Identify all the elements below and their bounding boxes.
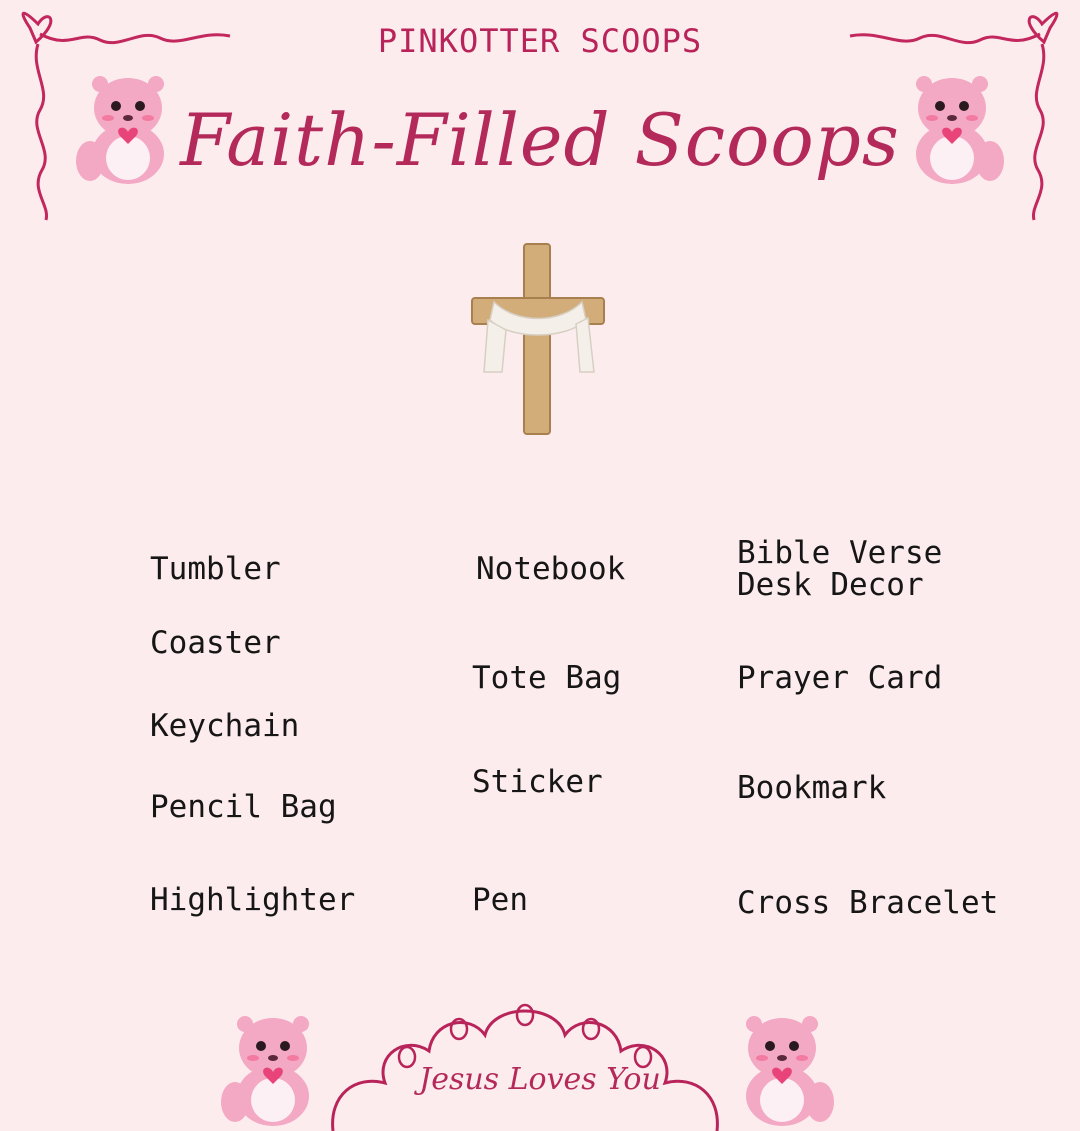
list-item: Sticker bbox=[472, 764, 603, 800]
otter-mascot-icon bbox=[900, 66, 1010, 186]
list-item: Coaster bbox=[150, 625, 281, 661]
list-item: Tumbler bbox=[150, 551, 281, 587]
cross-icon bbox=[466, 240, 610, 440]
list-item: Bible Verse Desk Decor bbox=[737, 535, 943, 603]
list-item: Bookmark bbox=[737, 770, 887, 806]
list-item: Prayer Card bbox=[737, 660, 943, 696]
list-item: Cross Bracelet bbox=[737, 885, 999, 921]
list-item: Highlighter bbox=[150, 882, 356, 918]
brand-name: PINKOTTER SCOOPS bbox=[377, 22, 703, 60]
list-item: Tote Bag bbox=[472, 660, 622, 696]
list-item: Pen bbox=[472, 882, 528, 918]
list-item: Keychain bbox=[150, 708, 300, 744]
otter-mascot-icon bbox=[215, 1004, 325, 1129]
otter-mascot-icon bbox=[70, 66, 180, 186]
list-item: Pencil Bag bbox=[150, 789, 337, 825]
footer-tagline: Jesus Loves You bbox=[419, 1062, 661, 1097]
page-title: Faith-Filled Scoops bbox=[180, 98, 900, 182]
list-item: Notebook bbox=[476, 551, 626, 587]
